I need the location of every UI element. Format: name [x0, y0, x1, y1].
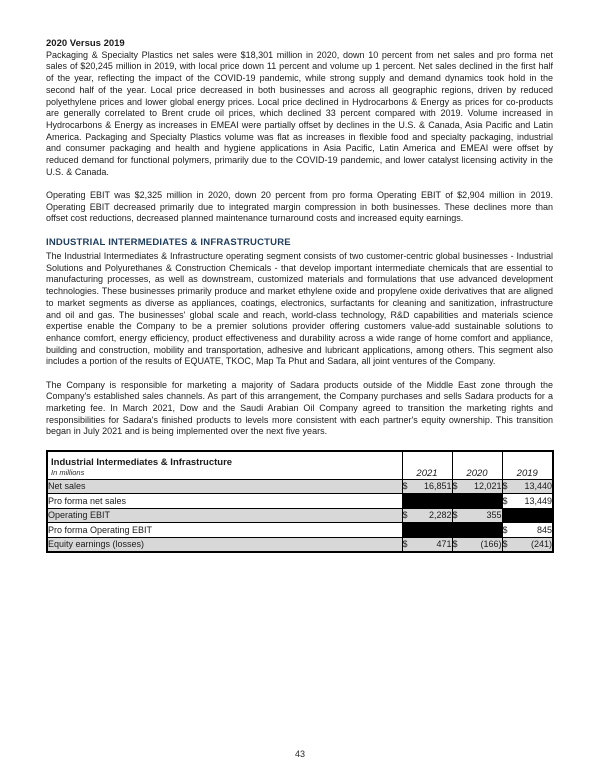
table-row-equity-earnings [47, 537, 553, 552]
cell-amount: 355 [486, 510, 502, 521]
table-cell [502, 537, 553, 552]
column-header-2020: 2020 [452, 451, 502, 480]
section-heading-industrial-intermediates: INDUSTRIAL INTERMEDIATES & INFRASTRUCTURE [46, 237, 291, 249]
table-cell [402, 479, 452, 494]
table-cell [502, 523, 553, 538]
currency-symbol: $ [502, 539, 508, 550]
column-header-2021: 2021 [402, 451, 452, 480]
cell-amount: 16,851 [423, 481, 452, 492]
section-heading-2020-versus-2019: 2020 Versus 2019 [46, 38, 125, 49]
cell-amount: (241) [530, 539, 552, 550]
row-label: Pro forma net sales [47, 494, 402, 509]
table-row-pro-forma-net-sales [47, 494, 553, 509]
cell-amount: 845 [536, 524, 552, 535]
table-cell [402, 537, 452, 552]
row-label: Operating EBIT [47, 508, 402, 523]
row-label: Net sales [47, 479, 402, 494]
currency-symbol: $ [452, 510, 458, 521]
table-cell [402, 508, 452, 523]
row-label: Equity earnings (losses) [47, 537, 402, 552]
column-header-2019: 2019 [502, 451, 553, 480]
currency-symbol: $ [402, 510, 408, 521]
redacted-cell [402, 494, 452, 509]
table-row-operating-ebit [47, 508, 553, 523]
cell-amount: 13,440 [524, 481, 552, 492]
redacted-cell [452, 494, 502, 509]
table-cell [502, 479, 553, 494]
page-content [46, 38, 553, 553]
table-cell [452, 479, 502, 494]
currency-symbol: $ [502, 495, 508, 506]
paragraph-sadara-marketing: The Company is responsible for marketing a majority of Sadara products outside of the Middle East zone through the Company's established sales channels. As part of this arrangement, the Company purchases and sells Sadara products for a marketing fee. In March 2021, Dow and the Saudi Arabian Oil Company agreed to transition the marketing rights and responsibilities for Sadara's finished products to levels more consistent with each partner's equity ownership. This transition began in July 2021 and is being implemented over the next five years. [46, 379, 553, 437]
cell-amount: 13,449 [524, 495, 552, 506]
cell-amount: 12,021 [473, 481, 502, 492]
page-number: 43 [294, 749, 305, 759]
redacted-cell [402, 523, 452, 538]
currency-symbol: $ [402, 539, 408, 550]
table-row-net-sales [47, 479, 553, 494]
currency-symbol: $ [402, 481, 408, 492]
redacted-cell [502, 508, 553, 523]
currency-symbol: $ [452, 481, 458, 492]
row-label: Pro forma Operating EBIT [47, 523, 402, 538]
currency-symbol: $ [452, 539, 458, 550]
table-unit-note: In millions [51, 467, 85, 477]
table-title-cell [47, 451, 402, 480]
table-header-row [47, 451, 553, 480]
redacted-cell [452, 523, 502, 538]
currency-symbol: $ [502, 524, 508, 535]
cell-amount: (166) [480, 539, 502, 550]
cell-amount: 471 [436, 539, 452, 550]
paragraph-packaging-net-sales: Packaging & Specialty Plastics net sales were $18,301 million in 2020, down 10 percent from net sales and pro forma net sales of $20,245 million in 2019, with local price down 11 percent and volume up 1 percent. Net sales declined in the first half of the year, reflecting the impact of the COVID-19 pandemic, while strong supply and demand dynamics took hold in the second half of the year. Local price decreased in both businesses and across all geographic regions, driven by reduced polyethylene prices and lower global energy prices. Local price declined in Hydrocarbons & Energy as prices for co-products are generally correlated to Brent crude oil prices, which declined 33 percent compared with 2019. Volume increased in Hydrocarbons & Energy as increases in EMEAI were partially offset by declines in the U.S. & Canada, Asia Pacific and Latin America. Packaging and Specialty Plastics volume was flat as increases in flexible food and specialty packaging, industrial and consumer packaging and health and hygiene applications in Asia Pacific, Latin America and EMEAI were offset by reduced demand for functional polymers, primarily due to the COVID-19 pandemic, and lower catalyst licensing activity in the U.S. & Canada. [46, 49, 553, 177]
table-title: Industrial Intermediates & Infrastructure [51, 456, 233, 468]
paragraph-segment-description: The Industrial Intermediates & Infrastructure operating segment consists of two customer-centric global businesses - Industrial Solutions and Polyurethanes & Construction Chemicals - that develop important intermediate chemicals that are essential to manufacturing processes, as well as downstream, customized materials and formulations that use advanced development technologies. These businesses primarily produce and market ethylene oxide and propylene oxide derivatives that are aligned to market segments as diverse as appliances, coatings, electronics, surfactants for cleaning and sanitization, infrastructure and oil and gas. The businesses' global scale and reach, world-class technology, R&D capabilities and materials science expertise enable the Company to be a premier solutions provider offering customers value-add sustainable solutions to enhance comfort, energy efficiency, product effectiveness and durability across a wide range of home comfort and appliance, building and construction, mobility and transportation, adhesive and lubricant applications, among others. This segment also includes a portion of the results of EQUATE, TKOC, Map Ta Phut and Sadara, all joint ventures of the Company. [46, 251, 553, 367]
table-cell [452, 508, 502, 523]
table-cell [502, 494, 553, 509]
cell-amount: 2,282 [428, 510, 452, 521]
table-cell [452, 537, 502, 552]
paragraph-packaging-operating-ebit: Operating EBIT was $2,325 million in 2020, down 20 percent from pro forma Operating EBIT of $2,904 million in 2019. Operating EBIT decreased primarily due to integrated margin compression in both businesses. These declines more than offset cost reductions, decreased planned maintenance turnaround costs and increased equity earnings. [46, 189, 553, 224]
financial-table [46, 450, 554, 553]
currency-symbol: $ [502, 481, 508, 492]
table-row-pro-forma-operating-ebit [47, 523, 553, 538]
